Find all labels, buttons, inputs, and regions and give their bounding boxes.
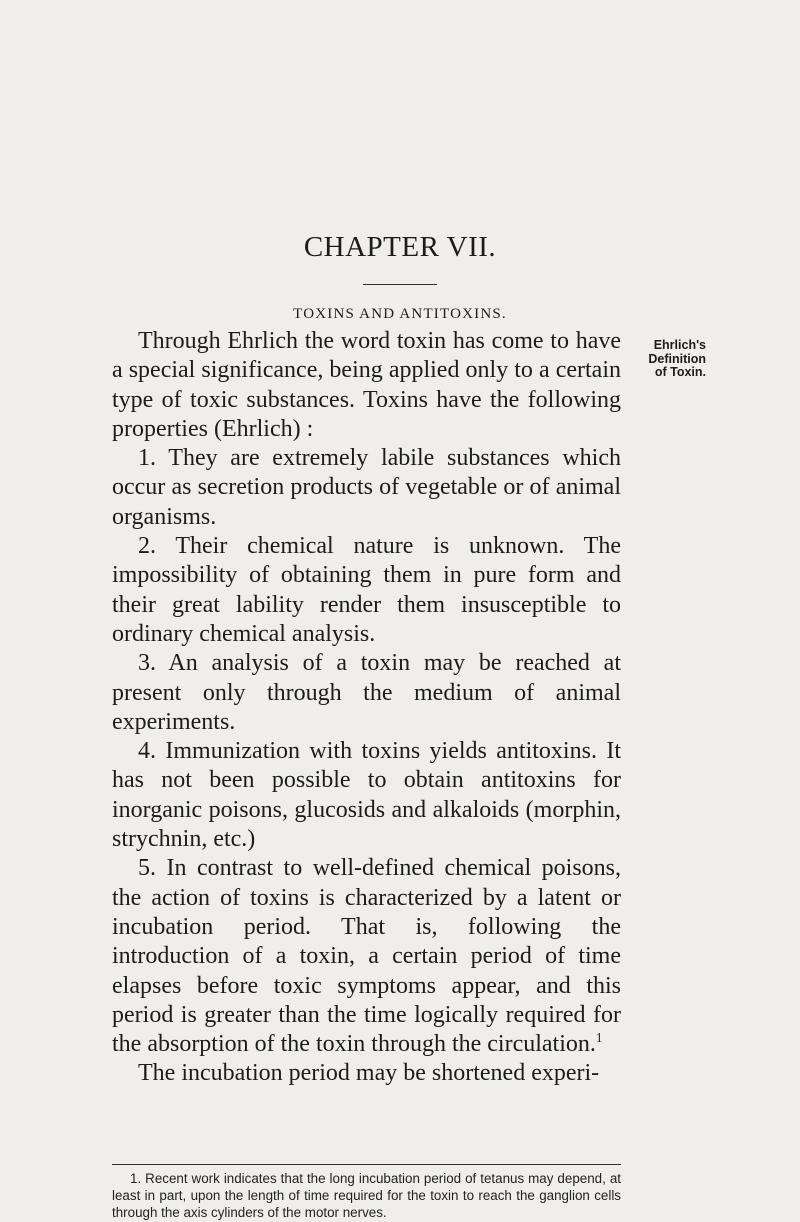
margin-note-line: Ehrlich's xyxy=(653,338,706,352)
paragraph-property-4: 4. Immunization with toxins yields antitoxins. It has not been possible to obtain antitoxins for inorganic poisons, glucosids and alkaloids (morphin, strychnin, etc.) xyxy=(112,738,621,853)
margin-note xyxy=(626,339,706,380)
paragraph-property-5 xyxy=(112,854,621,1059)
footnote-marker: 1 xyxy=(595,1030,603,1046)
body-text xyxy=(112,327,621,1089)
paragraph-property-1: 1. They are extremely labile substances which occur as secretion products of vegetable or of animal organisms. xyxy=(112,445,621,530)
footnotes xyxy=(112,1170,621,1221)
margin-note-line: of Toxin. xyxy=(654,365,706,379)
paragraph-property-3: 3. An analysis of a toxin may be reached at present only through the medium of animal experiments. xyxy=(112,650,621,735)
paragraph-property-5-text: 5. In contrast to well-defined chemical poisons, the action of toxins is characterized by a latent or incubation period. That is, following the introduction of a toxin, a certain period of time elapses before toxic symptoms appear, and this period is greater than the time logically required for the absorption of the toxin through the circulation. xyxy=(112,855,621,1058)
chapter-title: CHAPTER VII. xyxy=(303,231,497,263)
title-rule xyxy=(363,284,437,285)
margin-note-line: Definition xyxy=(648,351,706,366)
paragraph-incubation: The incubation period may be shortened experi- xyxy=(138,1060,600,1087)
section-title: TOXINS AND ANTITOXINS. xyxy=(293,306,507,322)
footnote-rule xyxy=(112,1164,621,1165)
paragraph-property-2: 2. Their chemical nature is unknown. The impossibility of obtaining them in pure form and their great lability render them insusceptible to ordinary chemical analysis. xyxy=(112,533,621,647)
paragraph-intro: Through Ehrlich the word toxin has come to have a special significance, being applied only to a certain type of toxic substances. Toxins have the following properties (Ehrlich) : xyxy=(112,328,621,442)
footnote-1: 1. Recent work indicates that the long incubation period of tetanus may depend, at least in part, upon the length of time required for the toxin to reach the ganglion cells through the axis cylinders of the motor nerves. xyxy=(112,1171,621,1220)
